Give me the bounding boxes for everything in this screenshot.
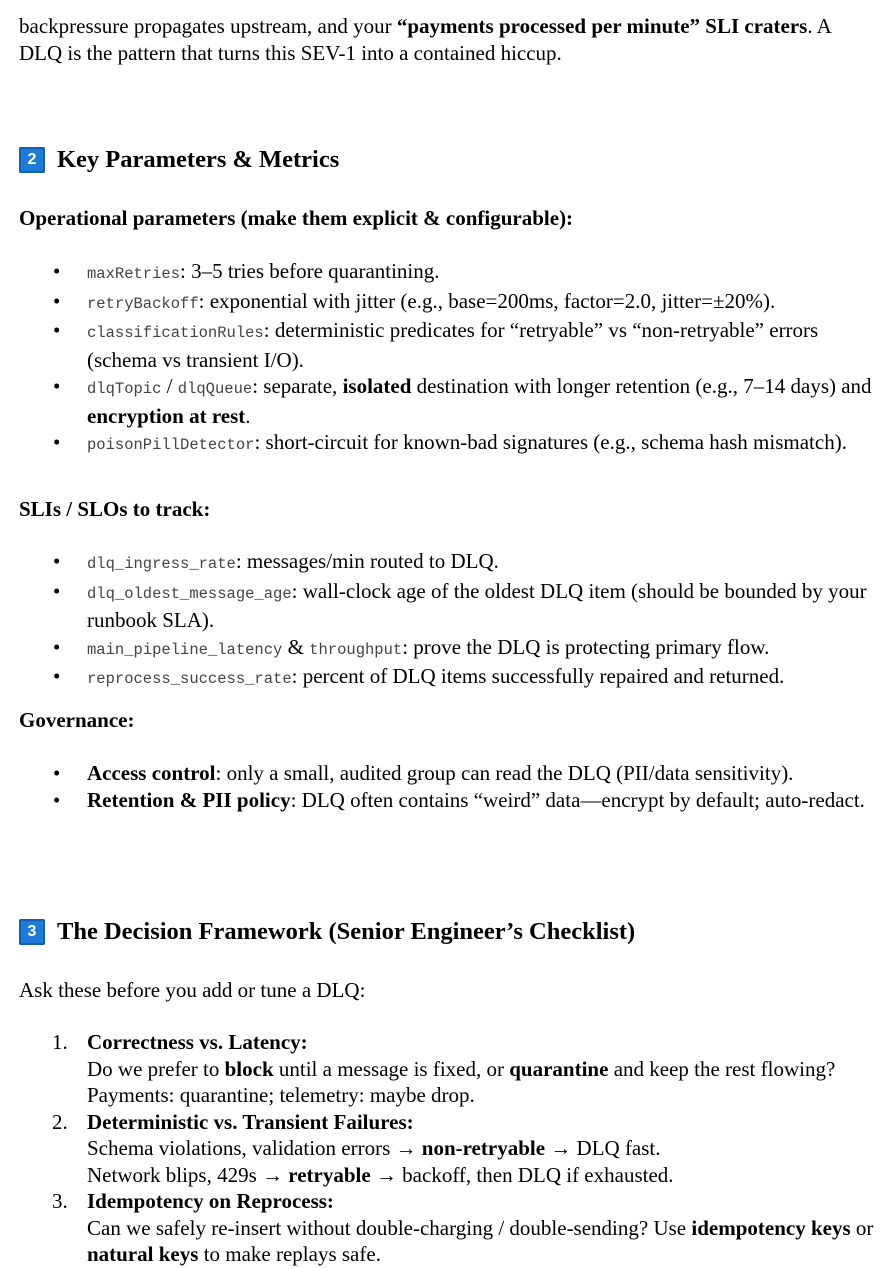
list-item bbox=[19, 317, 879, 373]
item-bold: block bbox=[224, 1056, 274, 1081]
param-code: dlqQueue bbox=[177, 380, 253, 398]
param-bold: isolated bbox=[342, 374, 412, 398]
metric-code: reprocess_success_rate bbox=[87, 670, 292, 688]
bullet-icon: • bbox=[53, 634, 61, 659]
list-item bbox=[19, 1029, 879, 1109]
param-text: : separate, bbox=[252, 374, 343, 398]
metric-code: main_pipeline_latency bbox=[87, 640, 283, 659]
section-3-intro: Ask these before you add or tune a DLQ: bbox=[19, 978, 366, 1002]
item-number: 2. bbox=[52, 1109, 68, 1134]
param-text: : deterministic predicates for “retryable” vs “non-retryable” errors (schema vs transient I/O). bbox=[87, 318, 819, 372]
governance-text: : only a small, audited group can read the DLQ (PII/data sensitivity). bbox=[215, 761, 794, 785]
bullet-icon: • bbox=[53, 761, 61, 785]
intro-paragraph bbox=[19, 13, 869, 66]
list-item bbox=[19, 548, 879, 578]
item-text: to make replays safe. bbox=[198, 1242, 381, 1266]
decision-list bbox=[19, 1029, 879, 1268]
bullet-icon: • bbox=[53, 259, 61, 283]
param-code: classificationRules bbox=[87, 324, 264, 342]
item-text: Do we prefer to bbox=[87, 1056, 225, 1081]
list-item bbox=[19, 1188, 879, 1268]
param-code: retryBackoff bbox=[87, 294, 199, 313]
item-text: → DLQ fast. bbox=[545, 1136, 661, 1160]
item-title: Correctness vs. Latency: bbox=[87, 1030, 308, 1054]
intro-bold: “payments processed per minute” SLI craters bbox=[396, 14, 808, 38]
param-text: : 3–5 tries before quarantining. bbox=[180, 259, 440, 283]
bullet-icon: • bbox=[53, 374, 61, 398]
separator: & bbox=[282, 634, 310, 659]
bullet-icon: • bbox=[53, 549, 61, 573]
item-bold: natural keys bbox=[87, 1242, 199, 1266]
governance-bold: Retention & PII policy bbox=[87, 787, 291, 812]
param-bold: encryption at rest bbox=[87, 403, 246, 428]
item-bold: retryable bbox=[288, 1162, 371, 1187]
bullet-icon: • bbox=[53, 318, 61, 342]
list-item bbox=[19, 258, 879, 288]
list-item bbox=[19, 663, 879, 693]
list-item bbox=[19, 578, 879, 634]
metric-code: dlq_oldest_message_age bbox=[87, 584, 292, 603]
section-2-title: Key Parameters & Metrics bbox=[57, 146, 340, 173]
item-bold: idempotency keys bbox=[691, 1215, 851, 1240]
section-3-number-badge: 3 bbox=[19, 919, 45, 945]
section-3-heading bbox=[19, 919, 635, 946]
param-code: poisonPillDetector bbox=[87, 436, 255, 454]
item-bold: quarantine bbox=[509, 1056, 609, 1081]
item-text: and keep the rest flowing? Payments: quarantine; telemetry: maybe drop. bbox=[87, 1056, 836, 1107]
metric-code: dlq_ingress_rate bbox=[87, 555, 236, 573]
bullet-icon: • bbox=[53, 288, 61, 313]
bullet-icon: • bbox=[53, 578, 61, 603]
item-title: Deterministic vs. Transient Failures: bbox=[87, 1109, 414, 1134]
section-2-heading bbox=[19, 147, 339, 174]
item-title: Idempotency on Reprocess: bbox=[87, 1189, 334, 1213]
intro-text-end: . A DLQ is the pattern that turns this SEV-1 into a contained hiccup. bbox=[19, 14, 831, 65]
bullet-icon: • bbox=[53, 787, 61, 812]
governance-text: : DLQ often contains “weird” data—encrypt by default; auto-redact. bbox=[290, 787, 865, 812]
list-item bbox=[19, 288, 879, 318]
section-2-number-badge: 2 bbox=[19, 147, 45, 173]
section-3-title: The Decision Framework (Senior Engineer’s Checklist) bbox=[57, 918, 636, 945]
item-text: until a message is fixed, or bbox=[273, 1056, 510, 1081]
param-text: : exponential with jitter (e.g., base=200ms, factor=2.0, jitter=±20%). bbox=[198, 288, 776, 313]
param-code: maxRetries bbox=[87, 265, 181, 283]
item-number: 3. bbox=[52, 1189, 68, 1213]
list-item bbox=[19, 760, 879, 787]
item-number: 1. bbox=[52, 1030, 68, 1054]
item-text: → backoff, then DLQ if exhausted. bbox=[370, 1162, 674, 1187]
list-item bbox=[19, 373, 879, 429]
bullet-icon: • bbox=[53, 430, 61, 454]
list-item bbox=[19, 429, 879, 459]
metric-text: : wall-clock age of the oldest DLQ item (should be bounded by your runbook SLA). bbox=[87, 578, 867, 632]
param-code: dlqTopic bbox=[87, 380, 162, 398]
item-text: Schema violations, validation errors → bbox=[87, 1136, 422, 1160]
bullet-icon: • bbox=[53, 664, 61, 688]
governance-bold: Access control bbox=[87, 761, 216, 785]
list-item bbox=[19, 787, 879, 814]
item-text: Can we safely re-insert without double-charging / double-sending? Use bbox=[87, 1215, 692, 1240]
metric-text: : prove the DLQ is protecting primary flow. bbox=[402, 634, 770, 659]
param-text: destination with longer retention (e.g., 7–14 days) and bbox=[411, 374, 872, 398]
metric-text: : percent of DLQ items successfully repaired and returned. bbox=[291, 664, 785, 688]
param-text: : short-circuit for known-bad signatures (e.g., schema hash mismatch). bbox=[254, 430, 847, 454]
slis-list bbox=[19, 548, 879, 693]
slis-heading: SLIs / SLOs to track: bbox=[19, 497, 211, 521]
list-item bbox=[19, 634, 879, 664]
governance-list bbox=[19, 760, 879, 813]
item-bold: non-retryable bbox=[421, 1136, 546, 1160]
item-text: or bbox=[850, 1215, 874, 1240]
governance-heading: Governance: bbox=[19, 708, 135, 732]
list-item bbox=[19, 1109, 879, 1189]
metric-text: : messages/min routed to DLQ. bbox=[235, 549, 499, 573]
operational-heading: Operational parameters (make them explicit & configurable): bbox=[19, 206, 574, 230]
metric-code: throughput bbox=[309, 640, 403, 659]
intro-text: backpressure propagates upstream, and your bbox=[19, 14, 397, 38]
param-text: . bbox=[245, 403, 251, 428]
separator: / bbox=[161, 374, 178, 398]
item-text: Network blips, 429s → bbox=[87, 1162, 289, 1187]
operational-list bbox=[19, 258, 879, 459]
